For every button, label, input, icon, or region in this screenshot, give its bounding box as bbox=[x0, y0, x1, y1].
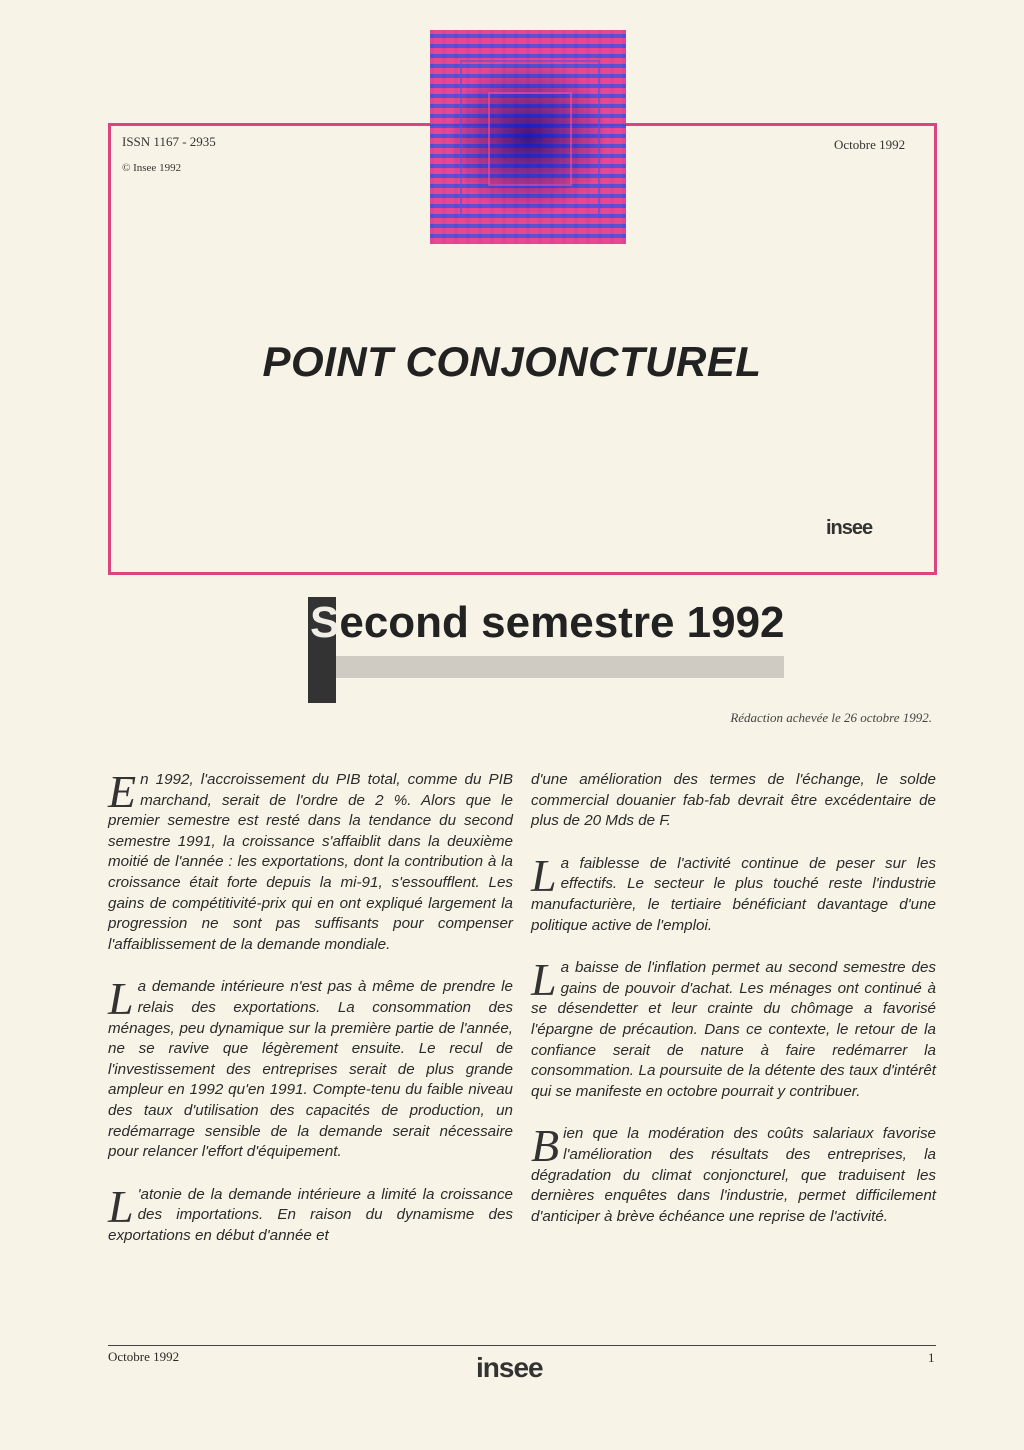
page-number: 1 bbox=[928, 1350, 935, 1365]
drop-cap: L bbox=[531, 954, 557, 1006]
redaction-note: Rédaction achevée le 26 octobre 1992. bbox=[730, 710, 932, 725]
footer-date: Octobre 1992 bbox=[108, 1349, 180, 1364]
issue-date: Octobre 1992 bbox=[834, 137, 906, 152]
issn: ISSN 1167 - 2935 bbox=[122, 134, 216, 149]
drop-cap: L bbox=[531, 849, 557, 901]
section-title-shadow bbox=[336, 656, 784, 678]
paragraph bbox=[531, 1120, 936, 1227]
paragraph-text: a demande intérieure n'est pas à même de prendre le relais des exportations. La consommation des ménages, peu dynamique sur la première partie de l'année, ne se ravive que légèrement ensuite. Le recul de l'investissement des entreprises serait de plus grande ampleur en 1992 qu'en 1991. Compte-tenu du faible niveau des taux d'utilisation des capacités de production, un redémarrage sensible de la demande serait nécessaire pour relancer l'effort d'équipement. bbox=[108, 978, 513, 1161]
drop-cap: B bbox=[531, 1120, 560, 1172]
paragraph-text: a baisse de l'inflation permet au second semestre des gains de pouvoir d'achat. Les ménages ont continué à se désendetter et leur crainte du chômage a favorisé l'épargne de précaution. Dans ce contexte, le retour de la confiance serait de nature à faire redémarrer la consommation. La poursuite de la détente des taux d'intérêt qui se manifeste en octobre pourrait y contribuer. bbox=[531, 959, 936, 1100]
right-column bbox=[531, 770, 936, 1249]
op-art-logo bbox=[430, 30, 626, 244]
publication-title: POINT CONJONCTUREL bbox=[262, 338, 762, 385]
drop-cap: E bbox=[108, 766, 137, 817]
paragraph-text: n 1992, l'accroissement du PIB total, comme du PIB marchand, serait de l'ordre de 2 %. Alors que le premier semestre est resté dans la tendance du second semestre 1991, la croissance s'affaiblit dans la deuxième moitié de l'année : les exportations, dont la contribution à la croissance était forte depuis la mi-91, s'essoufflent. Les gains de compétitivité-prix qui en ont expliqué largement la progression ne sont pas suffisants pour compenser l'affaiblissement de la demande mondiale. bbox=[108, 771, 513, 953]
left-column bbox=[108, 766, 513, 1268]
logo-center-square bbox=[488, 92, 572, 186]
paragraph bbox=[531, 770, 936, 832]
footer-rule bbox=[108, 1345, 936, 1346]
paragraph-text: d'une amélioration des termes de l'échange, le solde commercial douanier fab-fab devrait être excédentaire de plus de 20 Mds de F. bbox=[531, 771, 936, 830]
paragraph bbox=[108, 973, 513, 1162]
section-title-rest: econd semestre 1992 bbox=[339, 598, 785, 647]
drop-cap: L bbox=[108, 1180, 134, 1232]
paragraph-text: 'atonie de la demande intérieure a limité la croissance des importations. En raison du dynamisme des exportations en début d'année et bbox=[108, 1185, 513, 1244]
section-title-initial: S bbox=[310, 598, 340, 647]
paragraph-text: ien que la modération des coûts salariaux favorise l'amélioration des résultats des entreprises, la dégradation du climat conjoncturel, que traduisent les dernières enquêtes dans l'industrie, permet difficilement d'anticiper à brève échéance une reprise de l'activité. bbox=[531, 1125, 936, 1225]
copyright: © Insee 1992 bbox=[122, 162, 182, 174]
section-title bbox=[310, 598, 785, 648]
paragraph bbox=[108, 766, 513, 955]
insee-logo-top: insee bbox=[826, 517, 873, 539]
insee-logo-bottom: insee bbox=[476, 1352, 543, 1383]
paragraph-text: a faiblesse de l'activité continue de peser sur les effectifs. Le secteur le plus touché reste l'industrie manufacturière, le tertiaire bénéficiant davantage d'une politique active de l'emploi. bbox=[531, 854, 936, 934]
paragraph bbox=[531, 849, 936, 936]
paragraph bbox=[108, 1180, 513, 1247]
drop-cap: L bbox=[108, 973, 134, 1025]
paragraph bbox=[531, 954, 936, 1102]
